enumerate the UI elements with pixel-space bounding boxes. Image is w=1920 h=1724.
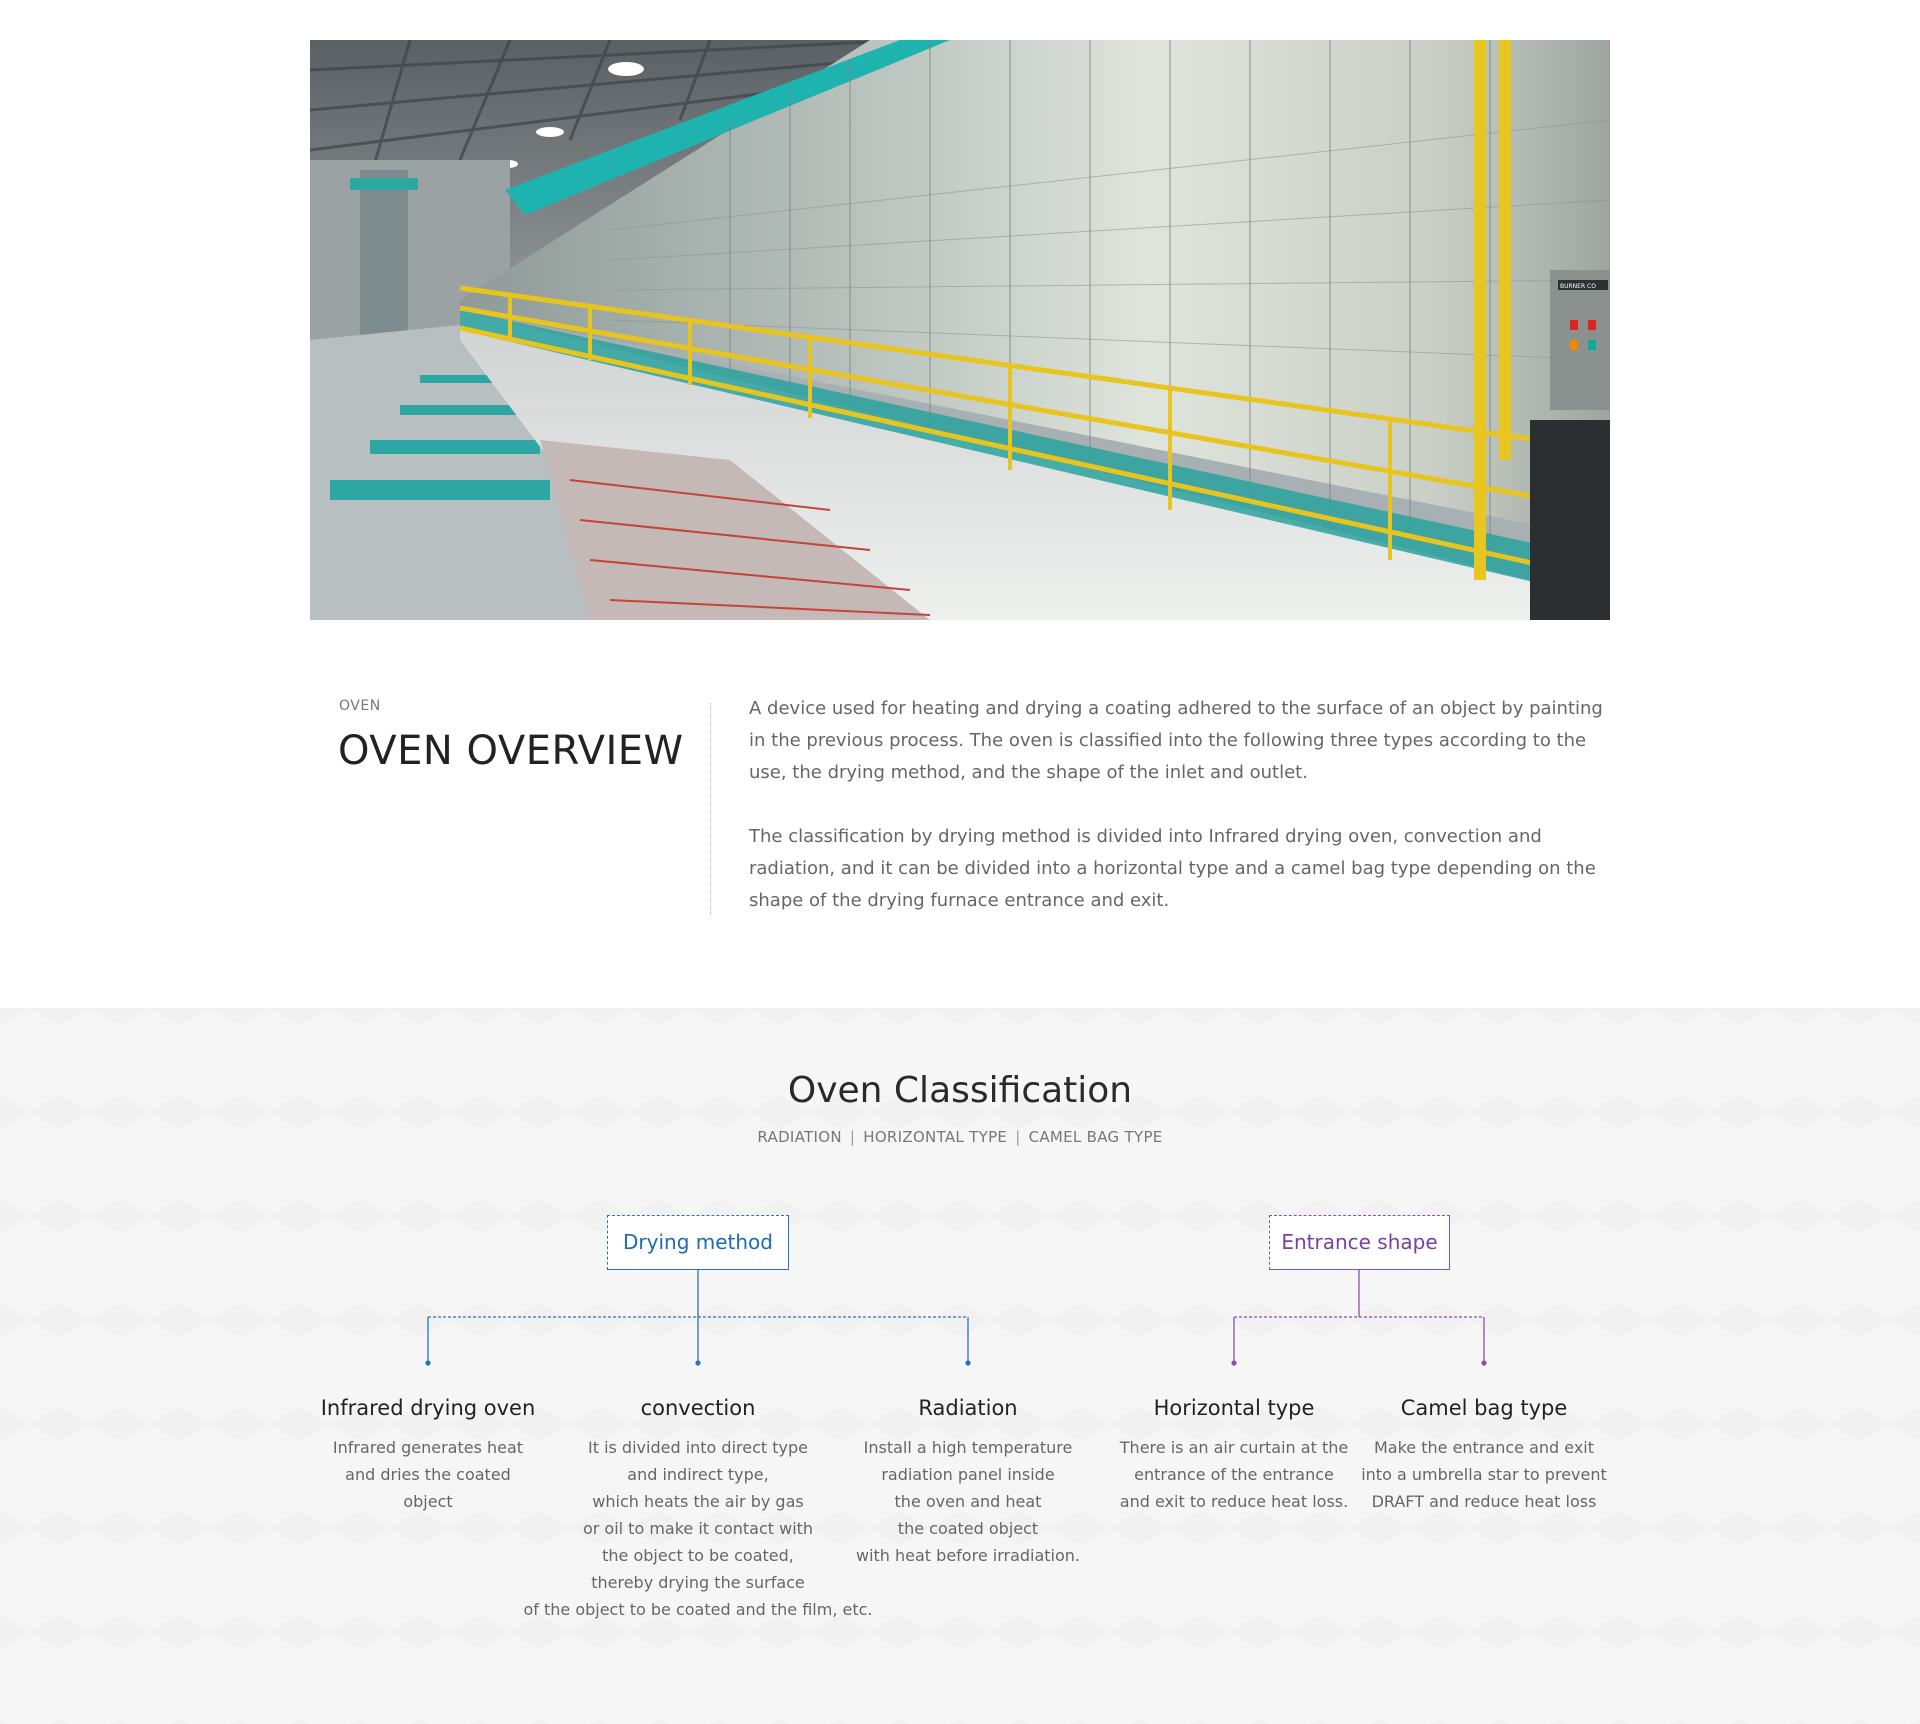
item-title: Horizontal type — [1153, 1396, 1315, 1420]
item-description: Infrared generates heat and dries the coated object — [332, 1438, 524, 1511]
industrial-oven-photo — [310, 40, 1610, 620]
item-description: Make the entrance and exit into a umbrella star to prevent DRAFT and reduce heat loss — [1361, 1438, 1607, 1511]
category-entrance-shape: Entrance shape — [1269, 1215, 1450, 1270]
subtitle-item-horizontal: HORIZONTAL TYPE — [863, 1128, 1008, 1146]
vertical-divider — [710, 703, 711, 915]
item-description: It is divided into direct type and indirect type, which heats the air by gas or oil to make it contact with the object to be coated, thereby drying the surface of the object to be coated and the film, etc. — [523, 1438, 873, 1619]
overview-paragraph-2: The classification by drying method is divided into Infrared drying oven, convection and radiation, and it can be divided into a horizontal type and a camel bag type depending on the shape of the drying furnace entrance and exit. — [749, 826, 1596, 911]
item-title: Infrared drying oven — [320, 1396, 536, 1420]
hero-image — [310, 40, 1610, 620]
category-drying-method: Drying method — [607, 1215, 789, 1270]
subtitle-item-camel-bag: CAMEL BAG TYPE — [1028, 1128, 1163, 1146]
item-radiation — [848, 1396, 1088, 1569]
classification-title: Oven Classification — [787, 1070, 1133, 1111]
section-kicker: OVEN — [339, 698, 381, 714]
svg-text:BURNER CO: BURNER CO — [1560, 283, 1596, 290]
classification-subtitle — [0, 1128, 1920, 1146]
subtitle-separator: | — [849, 1128, 856, 1146]
item-title: convection — [640, 1396, 756, 1420]
item-description: There is an air curtain at the entrance of the entrance and exit to reduce heat loss. — [1119, 1438, 1349, 1511]
subtitle-item-radiation: RADIATION — [757, 1128, 842, 1146]
item-title: Camel bag type — [1400, 1396, 1568, 1420]
classification-section — [0, 1008, 1920, 1724]
item-title: Radiation — [918, 1396, 1018, 1420]
item-description: Install a high temperature radiation panel inside the oven and heat the coated object with heat before irradiation. — [855, 1438, 1081, 1565]
page-title: OVEN OVERVIEW — [338, 728, 684, 774]
item-horizontal-type — [1114, 1396, 1354, 1515]
item-convection — [518, 1396, 878, 1623]
item-infrared-drying-oven — [318, 1396, 538, 1515]
overview-paragraph-1: A device used for heating and drying a coating adhered to the surface of an object by painting in the previous process. The oven is classified into the following three types according to the use, the drying method, and the shape of the inlet and outlet. — [749, 698, 1603, 783]
subtitle-separator: | — [1015, 1128, 1021, 1146]
item-camel-bag-type — [1359, 1396, 1609, 1515]
